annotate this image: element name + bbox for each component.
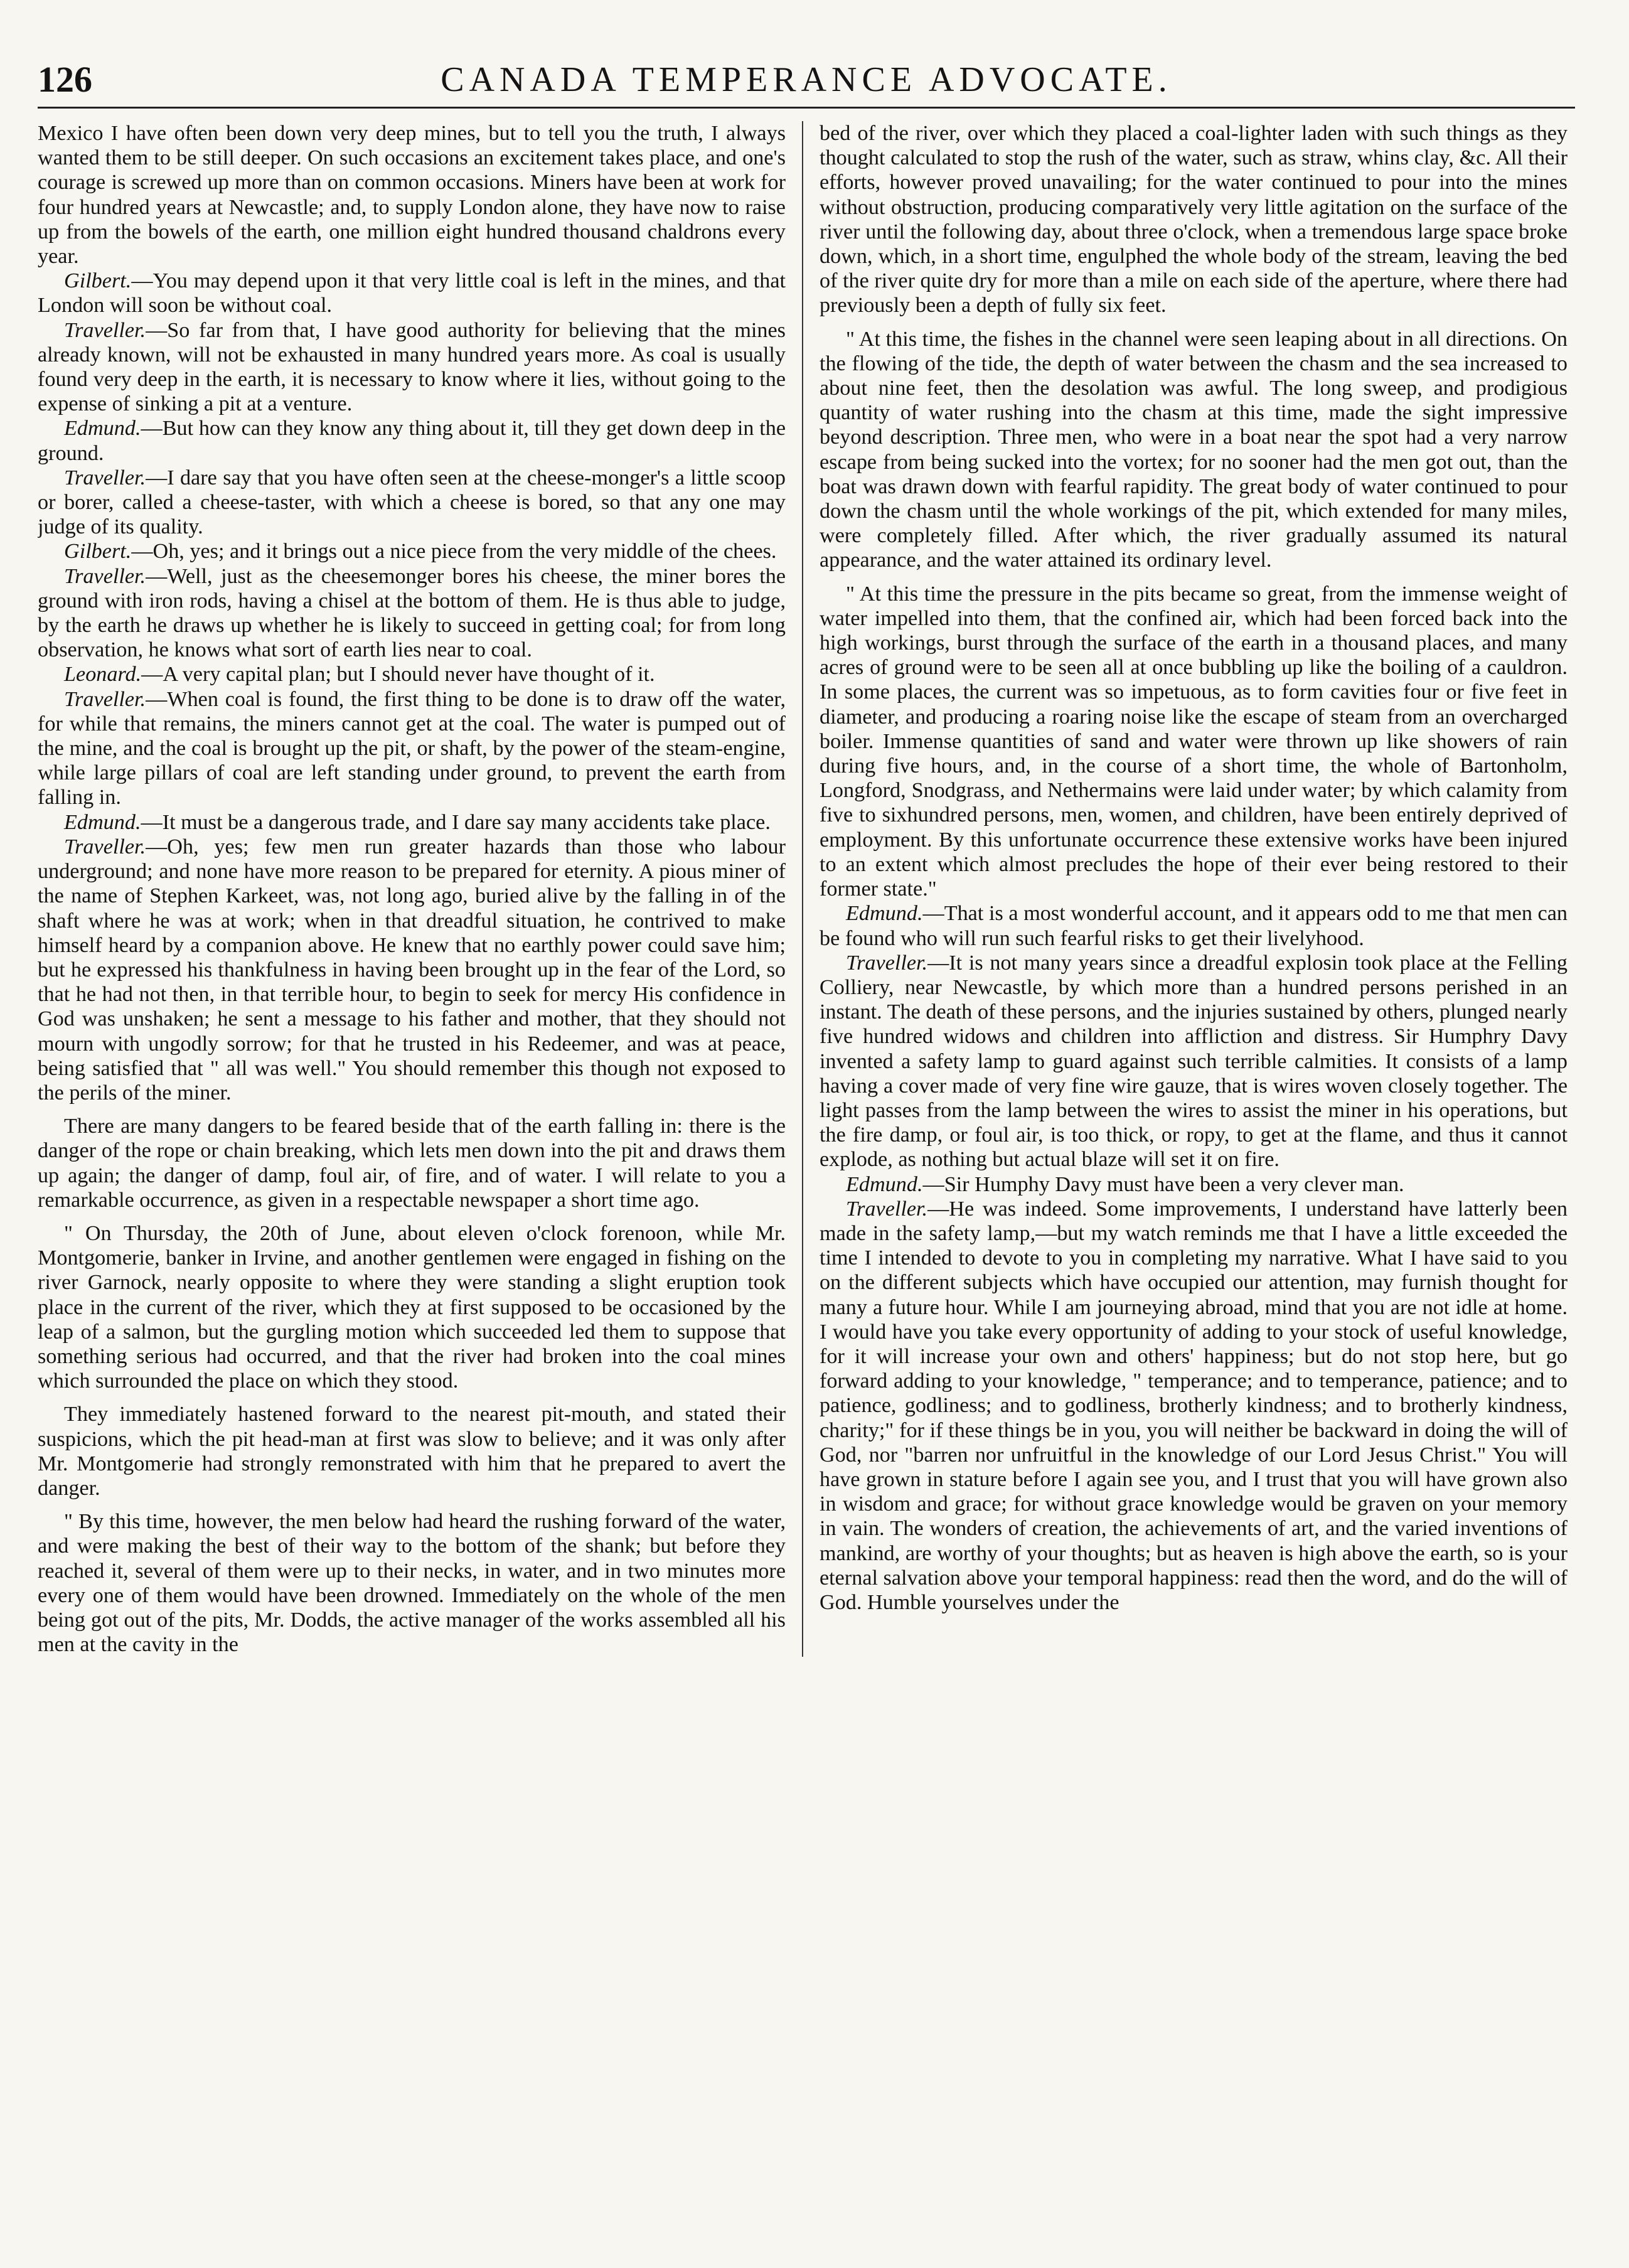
speaker-name: Gilbert. xyxy=(64,540,132,564)
paragraph xyxy=(38,416,786,465)
paragraph xyxy=(38,1402,786,1500)
paragraph-text: —So far from that, I have good authority for believing that the mines already known, will not be exhausted in many hundred years more. As coal is usually found very deep in the earth, it is necessary to know where it lies, without going to the expense of sinking a pit at a venture. xyxy=(38,318,786,416)
paragraph xyxy=(820,1197,1568,1615)
paragraph-text: bed of the river, over which they placed a coal-lighter laden with such things as they thought calculated to stop the rush of the water, such as straw, whins clay, &c. All their efforts, however proved unavailing; for the water continued to pour into the mines without obstruction, producing comparatively very little agitation on the surface of the river until the following day, about three o'clock, when a tremendous large space broke down, which, in a short time, engulphed the whole body of the stream, leaving the bed of the river quite dry for more than a mile on each side of the aperture, where there had previously been a depth of fully six feet. xyxy=(820,122,1568,318)
paragraph-text: —Oh, yes; and it brings out a nice piece from the very middle of the chees. xyxy=(131,540,777,564)
paragraph-text: —Sir Humphy Davy must have been a very clever man. xyxy=(922,1172,1404,1196)
paragraph-text: —It is not many years since a dreadful explosin took place at the Felling Colliery, near Newcastle, by which more than a hundred persons perished in an instant. The death of these persons, and the injuries sustained by others, plunged nearly five hundred widows and children into affliction and distress. Sir Humphry Davy invented a safety lamp to guard against such terrible calmities. It consists of a lamp having a cover made of very fine wire gauze, that is wires woven closely together. The light passes from the lamp between the wires to assist the miner in his operations, but the fire damp, or foul air, is too thick, or ropy, to get at the flame, and thus it cannot explode, as nothing but actual blaze will set it on fire. xyxy=(820,951,1568,1172)
speaker-name: Leonard. xyxy=(64,663,142,687)
speaker-name: Traveller. xyxy=(64,318,146,342)
paragraph xyxy=(38,687,786,810)
paragraph xyxy=(38,564,786,663)
paragraph-text: —I dare say that you have often seen at the cheese-monger's a little scoop or borer, called a cheese-taster, with which a cheese is bored, so that any one may judge of its quality. xyxy=(38,466,786,539)
page-number: 126 xyxy=(38,59,92,100)
paragraph-text: " At this time the pressure in the pits became so great, from the immense weight of water impelled into them, that the confined air, which had been forced back into the high workings, burst through the surface of the earth in a thousand places, and many acres of ground were to be seen all at once bubbling up like the boiling of a cauldron. In some places, the current was so impetuous, as to form cavities four or five feet in diameter, and producing a roaring noise like the escape of steam from an overcharged boiler. Immense quantities of sand and water were thrown up like showers of rain during five hours, and, in the course of a short time, the whole of Bartonholm, Longford, Snodgrass, and Nethermains were laid under water; by which calamity from five to sixhundred persons, men, women, and children, have been entirely deprived of employment. By this unfortunate occurrence these extensive works have been injured to an extent which almost precludes the hope of their ever being restored to their former state." xyxy=(820,582,1568,901)
paragraph xyxy=(38,1221,786,1393)
paragraph xyxy=(38,269,786,318)
paragraph xyxy=(820,582,1568,902)
paragraph-text: They immediately hastened forward to the nearest pit-mouth, and stated their suspicions, which the pit head-man at first was slow to believe; and it was only after Mr. Montgomerie had strongly remonstrated with him that he prepared to avert the danger. xyxy=(38,1403,786,1500)
speaker-name: Traveller. xyxy=(846,1197,928,1221)
paragraph xyxy=(820,121,1568,318)
speaker-name: Traveller. xyxy=(846,951,928,975)
paragraph-text: —You may depend upon it that very little coal is left in the mines, and that London will soon be without coal. xyxy=(38,269,786,318)
paragraph-text: —When coal is found, the first thing to be done is to draw off the water, for while that remains, the miners cannot get at the coal. The water is pumped out of the mine, and the coal is brought up the pit, or shaft, by the power of the steam-engine, while large pillars of coal are left standing under ground, to prevent the earth from falling in. xyxy=(38,687,786,810)
page-header xyxy=(38,56,1575,109)
paragraph-text: There are many dangers to be feared beside that of the earth falling in: there is the danger of the rope or chain breaking, which lets men down into the pit and draws them up again; the danger of damp, foul air, of fire, and of water. I will relate to you a remarkable occurrence, as given in a respectable newspaper a short time ago. xyxy=(38,1115,786,1212)
speaker-name: Edmund. xyxy=(64,417,141,441)
newspaper-page xyxy=(38,56,1575,2240)
paragraph-text: —He was indeed. Some improvements, I understand have latterly been made in the safety lamp,—but my watch reminds me that I have a little exceeded the time I intended to devote to you in completing my narrative. What I have said to you on the different subjects which have occupied our attention, may furnish thought for many a future hour. While I am journeying abroad, mind that you are not idle at home. I would have you take every opportunity of adding to your stock of useful knowledge, for it will increase your own and others' happiness; but do not stop here, but go forward adding to your knowledge, " temperance; and to temperance, patience; and to patience, godliness; and to godliness, brotherly kindness; and to brotherly kindness, charity;" for if these things be in you, you will neither be backward in doing the will of God, nor "barren nor unfruitful in the knowledge of our Lord Jesus Christ." You will have grown in stature before I again see you, and I trust that you will have grown also in wisdom and grace; for without grace knowledge would be graven on your memory in vain. The wonders of creation, the achievements of art, and the varied inventions of mankind, are worthy of your thoughts; but as heaven is high above the earth, so is your eternal salvation above your temporal happiness: read then the word, and do the will of God. Humble yourselves under the xyxy=(820,1197,1568,1614)
speaker-name: Gilbert. xyxy=(64,269,132,293)
paragraph xyxy=(38,835,786,1105)
paragraph xyxy=(820,951,1568,1172)
speaker-name: Traveller. xyxy=(64,835,146,859)
paragraph xyxy=(38,466,786,540)
paragraph-text: —But how can they know any thing about it, till they get down deep in the ground. xyxy=(38,417,786,465)
article-columns xyxy=(38,121,1575,1657)
paragraph xyxy=(38,121,786,269)
speaker-name: Edmund. xyxy=(846,902,923,926)
speaker-name: Edmund. xyxy=(846,1172,923,1196)
paragraph xyxy=(38,810,786,835)
paragraph xyxy=(820,901,1568,950)
paragraph xyxy=(38,662,786,687)
paragraph-text: " At this time, the fishes in the channel were seen leaping about in all directions. On the flowing of the tide, the depth of water between the chasm and the sea increased to about nine feet, then the desolation was awful. The long sweep, and prodigious quantity of water rushing into the chasm at this time, made the sight impressive beyond description. Three men, who were in a boat near the spot had a very narrow escape from being sucked into the vortex; for no sooner had the men got out, than the boat was drawn down with fearful rapidity. The great body of water continued to pour down the chasm until the whole workings of the pit, which extended for many miles, were completely filled. After which, the river gradually assumed its natural appearance, and the water attained its ordinary level. xyxy=(820,327,1568,572)
paragraph-text: —A very capital plan; but I should never have thought of it. xyxy=(141,663,655,687)
paragraph-text: Mexico I have often been down very deep mines, but to tell you the truth, I always wanted them to be still deeper. On such occasions an excitement takes place, and one's courage is screwed up more than on common occasions. Miners have been at work for four hundred years at Newcastle; and, to supply London alone, they have now to raise up from the bowels of the earth, one million eight hundred thousand chaldrons every year. xyxy=(38,122,786,269)
speaker-name: Traveller. xyxy=(64,564,146,588)
paragraph-text: " On Thursday, the 20th of June, about eleven o'clock forenoon, while Mr. Montgomerie, banker in Irvine, and another gentlemen were engaged in fishing on the river Garnock, nearly opposite to where they were standing a slight eruption took place in the current of the river, which they at first supposed to be occasioned by the leap of a salmon, but the gurgling motion which succeeded led them to suppose that something serious had occurred, and that the river had broken into the coal mines which surrounded the place on which they stood. xyxy=(38,1221,786,1393)
paragraph-text: —Oh, yes; few men run greater hazards than those who labour underground; and none have more reason to be prepared for eternity. A pious miner of the name of Stephen Karkeet, was, not long ago, buried alive by the falling in of the shaft where he was at work; when in that dreadful situation, he contrived to make himself heard by a companion above. He knew that no earthly power could save him; but he expressed his thankfulness in having been brought up in the fear of the Lord, so that he had not then, in that terrible hour, to begin to seek for mercy His confidence in God was unshaken; he sent a message to his father and mother, that they should not mourn with ungodly sorrow; for that he trusted in his Redeemer, and was at peace, being satisfied that " all was well." You should remember this though not exposed to the perils of the miner. xyxy=(38,835,786,1105)
paragraph-text: —Well, just as the cheesemonger bores his cheese, the miner bores the ground with iron rods, having a chisel at the bottom of them. He is thus able to judge, by the earth he draws up whether he is likely to succeed in getting coal; for from long observation, he knows what sort of earth lies near to coal. xyxy=(38,564,786,662)
left-column xyxy=(38,121,802,1657)
paragraph xyxy=(820,327,1568,573)
right-column xyxy=(802,121,1568,1657)
paragraph xyxy=(38,318,786,417)
speaker-name: Traveller. xyxy=(64,466,146,489)
paragraph-text: —That is a most wonderful account, and it appears odd to me that men can be found who will run such fearful risks to get their livelyhood. xyxy=(820,902,1568,950)
paragraph xyxy=(38,539,786,564)
journal-title: CANADA TEMPERANCE ADVOCATE. xyxy=(441,60,1172,99)
paragraph-text: —It must be a dangerous trade, and I dare say many accidents take place. xyxy=(141,810,771,834)
paragraph xyxy=(38,1114,786,1212)
paragraph xyxy=(820,1172,1568,1197)
speaker-name: Edmund. xyxy=(64,810,141,834)
paragraph xyxy=(38,1509,786,1657)
paragraph-text: " By this time, however, the men below had heard the rushing forward of the water, and were making the best of their way to the bottom of the shank; but before they reached it, several of them were up to their necks, in water, and in two minutes more every one of them would have been drowned. Immediately on the whole of the men being got out of the pits, Mr. Dodds, the active manager of the works assembled all his men at the cavity in the xyxy=(38,1510,786,1657)
speaker-name: Traveller. xyxy=(64,687,146,711)
